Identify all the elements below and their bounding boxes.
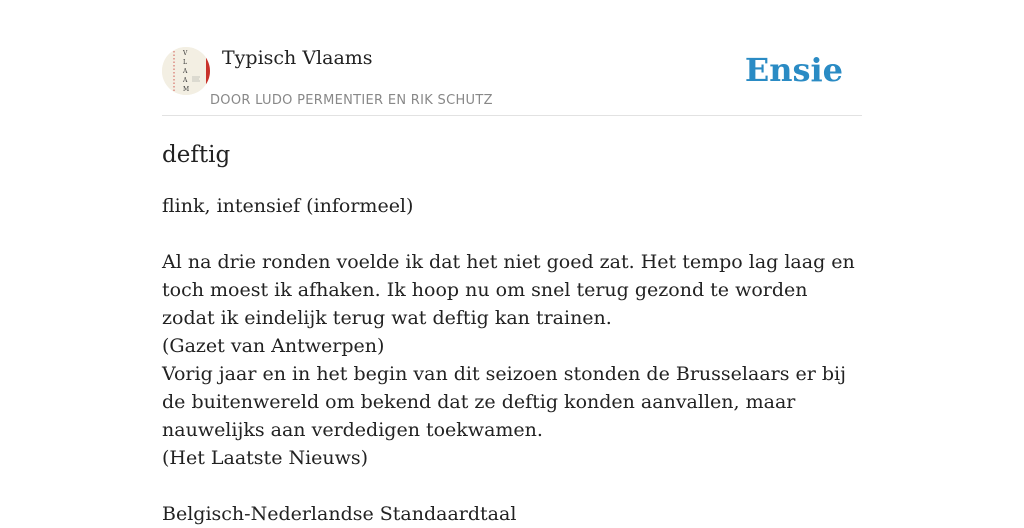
entry-meaning: flink, intensief (informeel) bbox=[162, 195, 414, 217]
paragraph-gap bbox=[162, 220, 862, 248]
page bbox=[162, 0, 862, 525]
book-cover-icon bbox=[162, 47, 210, 95]
entry-example-2: Vorig jaar en in het begin van dit seizoen stonden de Brusselaars er bij de buitenwereld om bekend dat ze deftig konden aanvallen, maar nauwelijks aan verdedigen toekwamen. bbox=[162, 363, 847, 441]
dictionary-avatar[interactable] bbox=[162, 47, 210, 95]
dictionary-authors: DOOR LUDO PERMENTIER EN RIK SCHUTZ bbox=[210, 93, 493, 108]
entry-source-1: (Gazet van Antwerpen) bbox=[162, 335, 385, 357]
svg-text:L: L bbox=[183, 59, 187, 66]
svg-text:M: M bbox=[183, 86, 190, 93]
site-header bbox=[162, 0, 862, 116]
entry-example-1: Al na drie ronden voelde ik dat het niet goed zat. Het tempo lag laag en toch moest ik afhaken. Ik hoop nu om snel terug gezond te worden zodat ik eindelijk terug wat deftig kan trainen. bbox=[162, 251, 855, 329]
entry-language-note: Belgisch-Nederlandse Standaardtaal bbox=[162, 503, 517, 525]
ensie-logo-link[interactable]: Ensie bbox=[744, 51, 843, 89]
svg-text:V: V bbox=[183, 50, 188, 57]
entry-word: deftig bbox=[162, 142, 231, 168]
dictionary-title-link[interactable]: Typisch Vlaams bbox=[222, 47, 373, 69]
entry-source-2: (Het Laatste Nieuws) bbox=[162, 447, 369, 469]
paragraph-gap bbox=[162, 472, 862, 500]
svg-text:A: A bbox=[183, 77, 188, 84]
svg-text:A: A bbox=[183, 68, 188, 75]
entry-definition bbox=[162, 192, 862, 528]
